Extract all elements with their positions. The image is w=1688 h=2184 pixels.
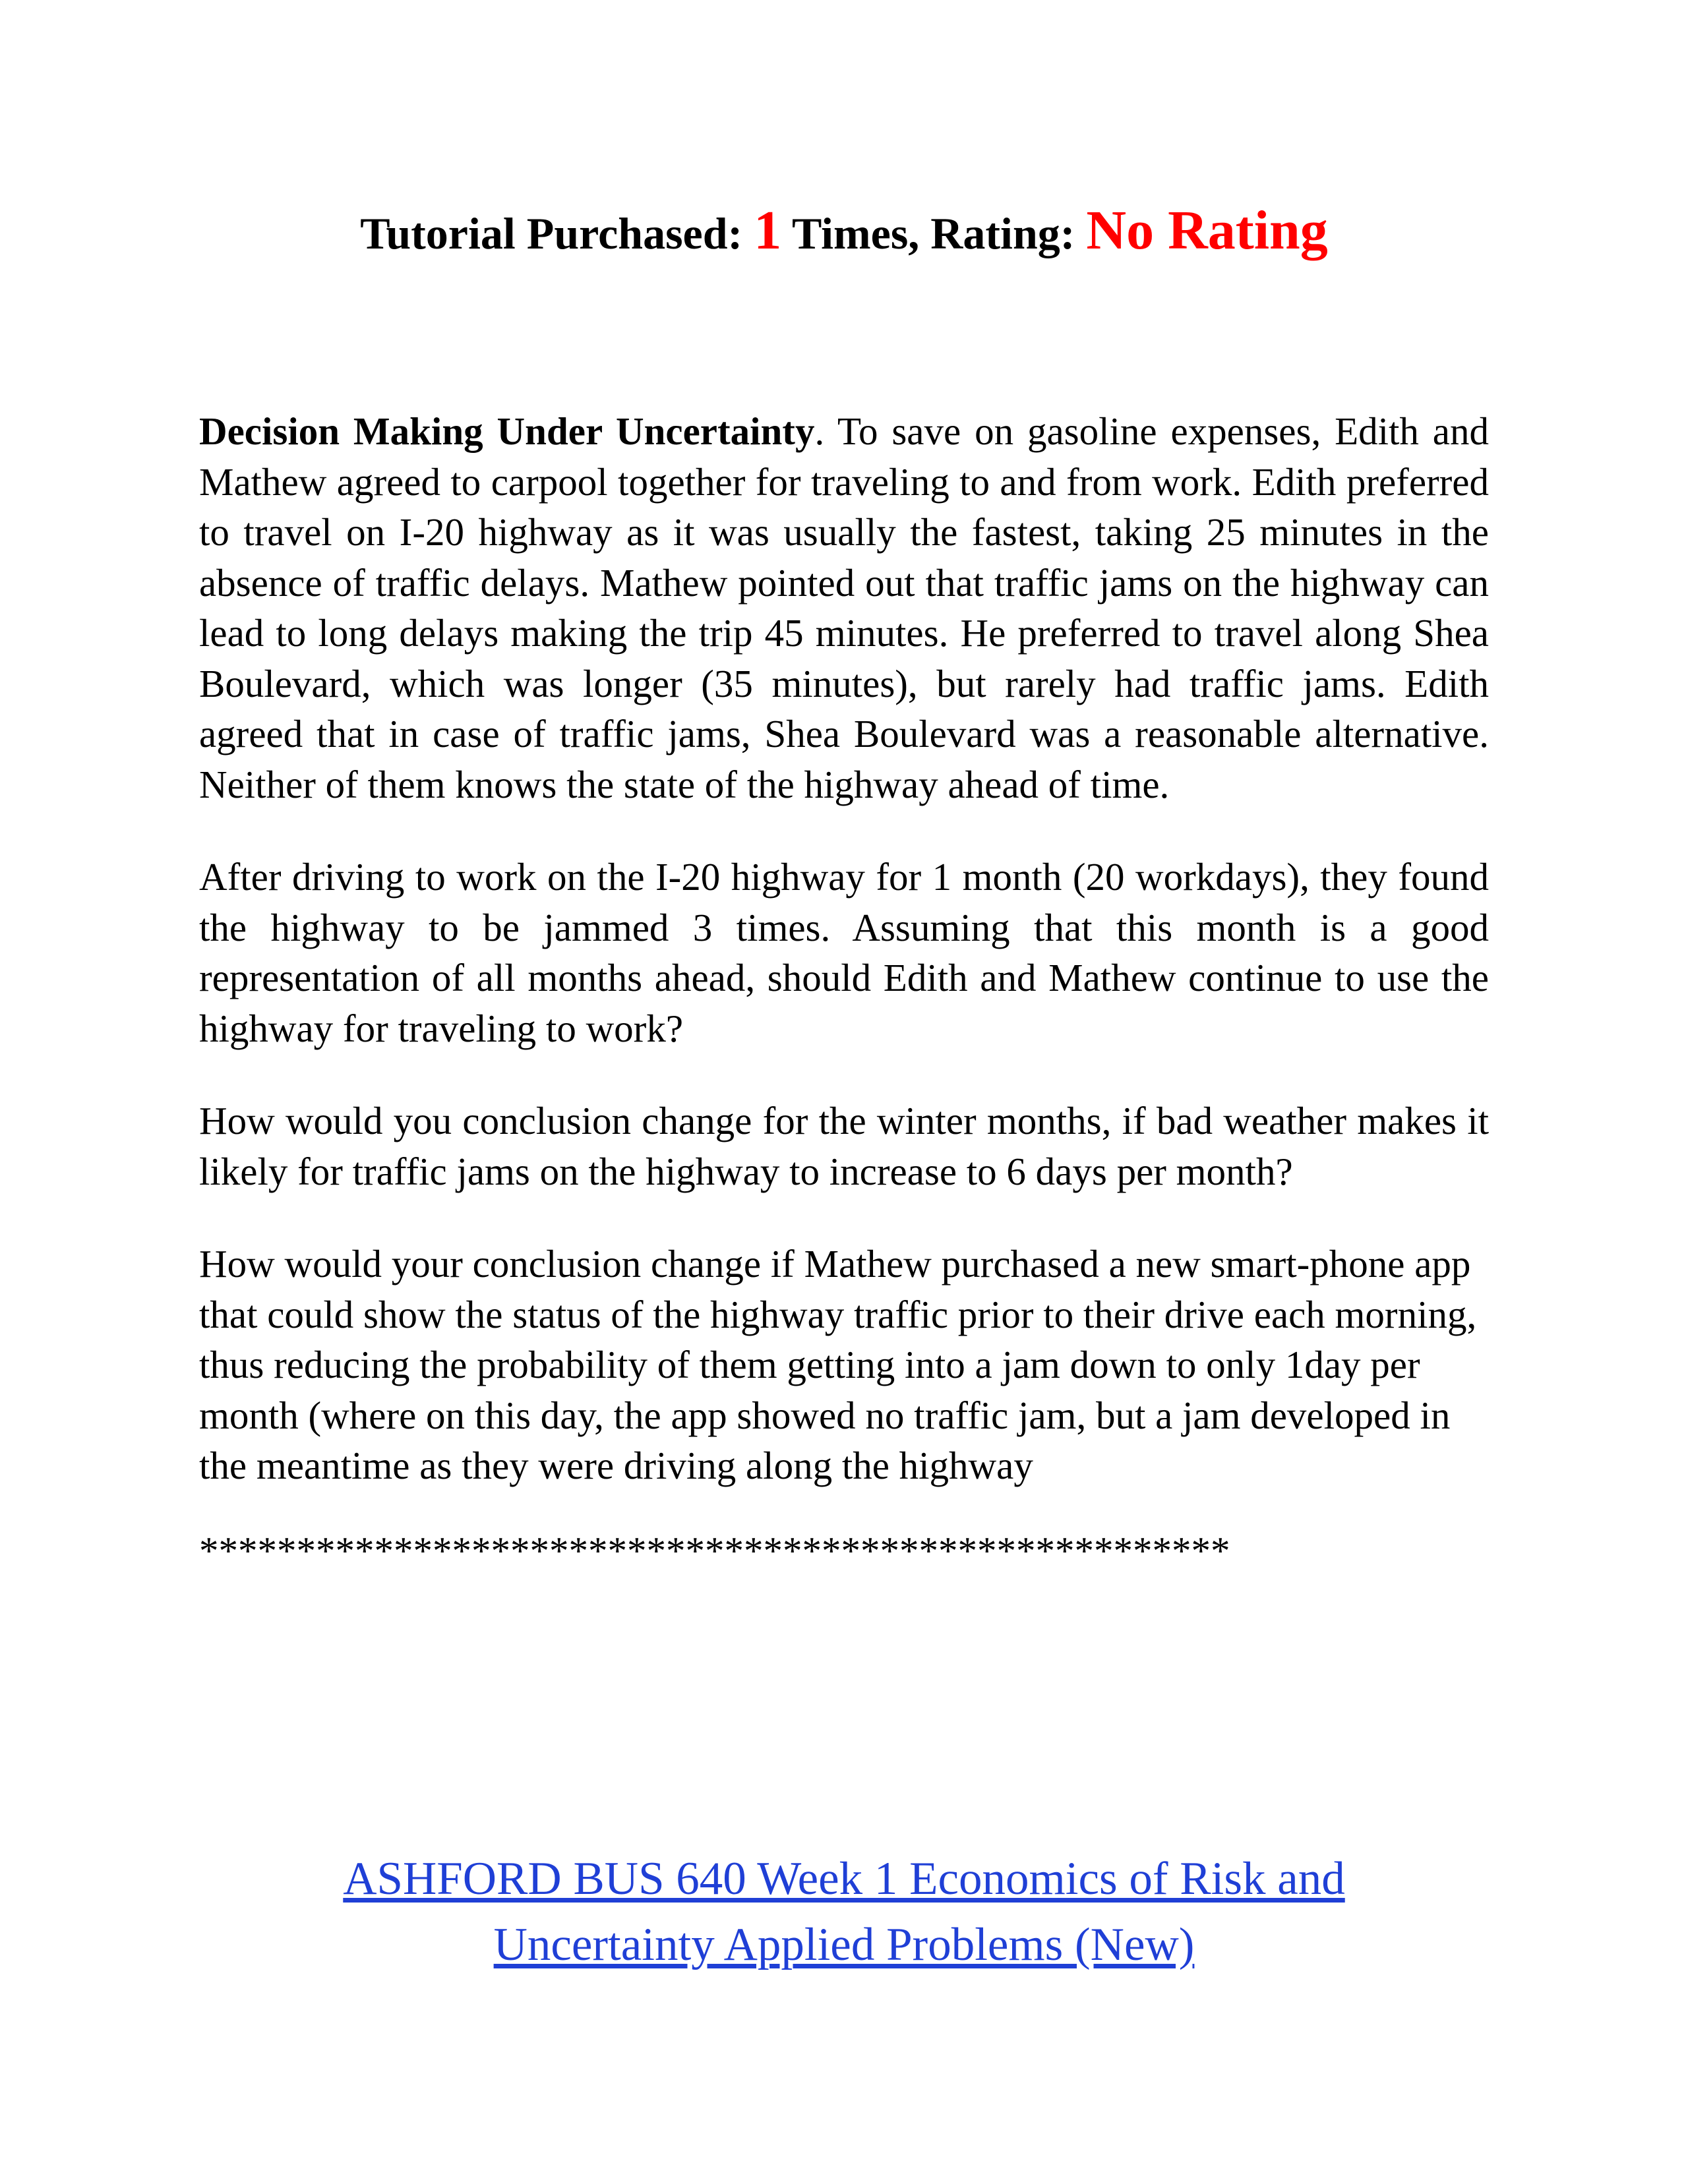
paragraph-question-2: How would you conclusion change for the winter months, if bad weather makes it likely for traffic jams on the highway to increase to 6 days per month?: [199, 1099, 1489, 1193]
rating-value: No Rating: [1086, 200, 1328, 261]
problem-title: Decision Making Under Uncertainty: [199, 409, 815, 453]
paragraph-intro-text: . To save on gasoline expenses, Edith and Mathew agreed to carpool together for traveling to and from work. Edith preferred to travel on I-20 highway as it was usually the fastest, taking 25 minutes in the absence of traffic delays. Mathew pointed out that traffic jams on the highway can lead to long delays making the trip 45 minutes. He preferred to travel along Shea Boulevard, which was longer (35 minutes), but rarely had traffic jams. Edith agreed that in case of traffic jams, Shea Boulevard was a reasonable alternative. Neither of them knows the state of the highway ahead of time.: [199, 409, 1489, 806]
tutorial-link[interactable]: [343, 1853, 1344, 1970]
purchase-count: 1: [754, 200, 782, 261]
tutorial-link-line-2: Uncertainty Applied Problems (New): [493, 1919, 1195, 1970]
times-rating-label: Times, Rating:: [791, 208, 1075, 258]
purchased-label: Tutorial Purchased:: [360, 208, 743, 258]
tutorial-link-block: [0, 1846, 1688, 1978]
paragraph-question-1: After driving to work on the I-20 highway for 1 month (20 workdays), they found the highway to be jammed 3 times. Assuming that this month is a good representation of all months ahead, should Edith and Mathew continue to use the highway for traveling to work?: [199, 855, 1489, 1050]
purchase-rating-header: [0, 198, 1688, 264]
tutorial-link-line-1: ASHFORD BUS 640 Week 1 Economics of Risk and: [343, 1853, 1345, 1904]
paragraph-question-3: How would your conclusion change if Mathew purchased a new smart-phone app that could show the status of the highway traffic prior to their drive each morning, thus reducing the probability of them getting into a jam down to only 1day per month (where on this day, the app showed no traffic jam, but a jam developed in the meantime as they were driving along the highway: [199, 1242, 1477, 1487]
problem-text: [199, 406, 1489, 1576]
separator-line: *****************************************************: [199, 1528, 1230, 1572]
paragraph-intro: [199, 406, 1489, 810]
